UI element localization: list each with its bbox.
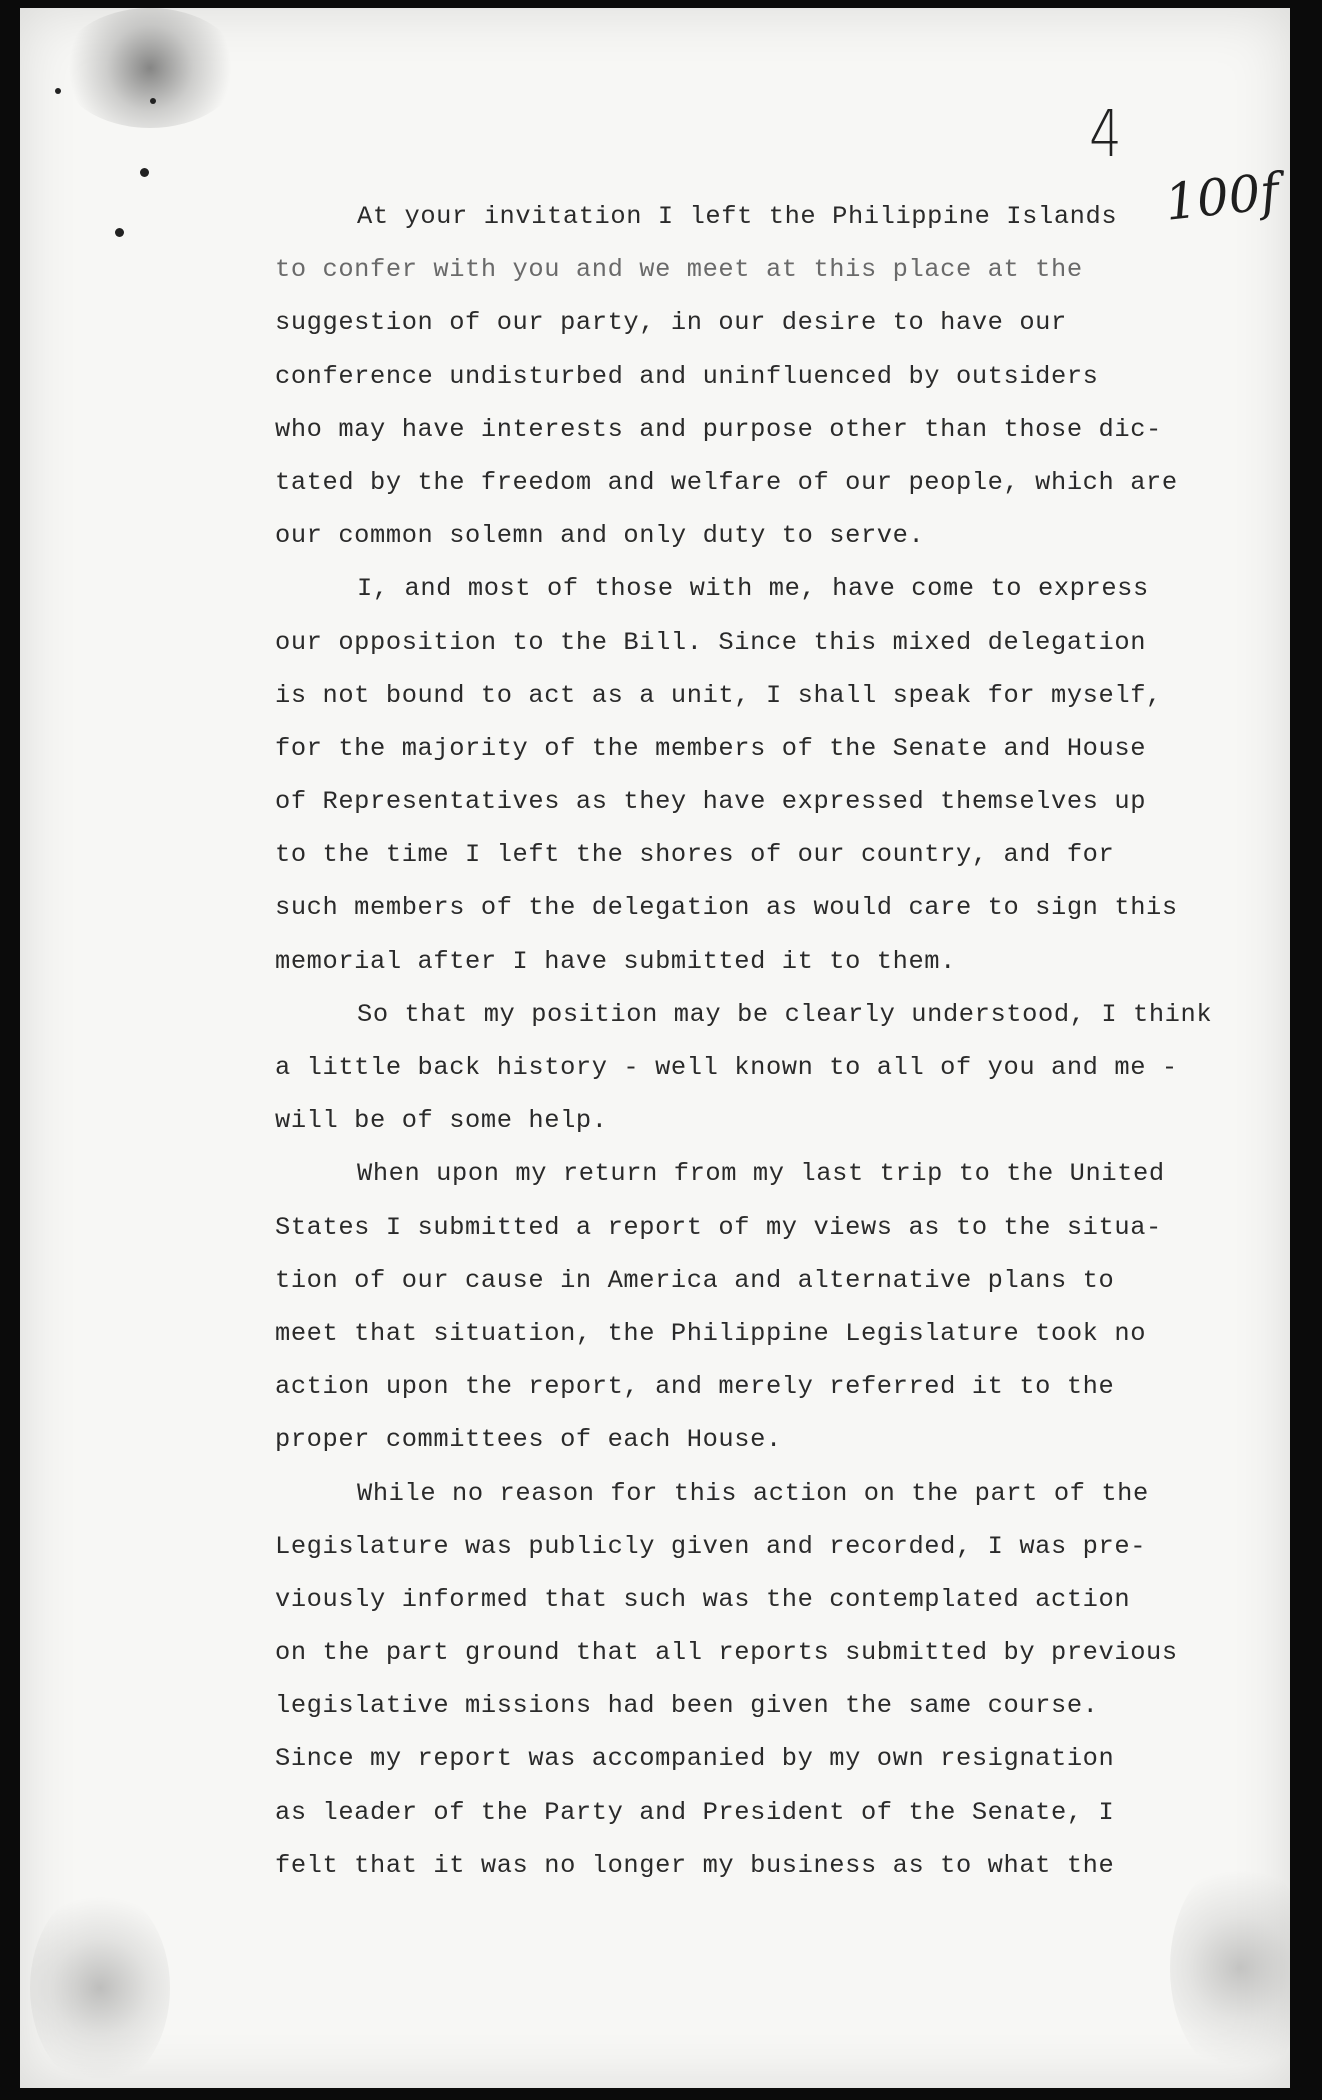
text-line: conference undisturbed and uninfluenced by outsiders — [275, 361, 1099, 391]
text-line: viously informed that such was the contemplated action — [275, 1584, 1131, 1614]
text-line: is not bound to act as a unit, I shall speak for myself, — [275, 680, 1162, 710]
text-line: a little back history - well known to all of you and me - — [275, 1053, 1178, 1082]
paragraph — [275, 190, 1205, 562]
text-line: Legislature was publicly given and recorded, I was pre- — [275, 1531, 1147, 1561]
text-line: Since my report was accompanied by my own resignation — [275, 1744, 1115, 1774]
ink-spot — [140, 168, 149, 177]
ink-spot — [115, 228, 124, 237]
text-line: At your invitation I left the Philippine Islands — [357, 202, 1118, 231]
text-line: our common solemn and only duty to serve. — [275, 521, 925, 551]
text-line: on the part ground that all reports submitted by previous — [275, 1638, 1178, 1668]
text-line: So that my position may be clearly understood, I think — [357, 999, 1213, 1029]
text-line: to confer with you and we meet at this place at the — [275, 255, 1083, 285]
paragraph — [275, 988, 1213, 1148]
text-line: who may have interests and purpose other than those dic- — [275, 414, 1162, 444]
text-line: memorial after I have submitted it to them. — [275, 946, 956, 976]
paragraph — [275, 1467, 1205, 1893]
text-line: tated by the freedom and welfare of our people, which are — [275, 467, 1178, 497]
ink-spot — [150, 98, 156, 104]
text-line: tion of our cause in America and alternative plans to — [275, 1265, 1115, 1295]
folio-mark: 100f — [1162, 162, 1282, 232]
text-line: legislative missions had been given the same course. — [275, 1691, 1099, 1721]
text-line: as leader of the Party and President of the Senate, I — [275, 1797, 1115, 1827]
ink-smudge — [30, 1888, 170, 2088]
text-line: for the majority of the members of the Senate and House — [275, 733, 1147, 763]
paragraph — [275, 1147, 1205, 1466]
ink-spot — [55, 88, 61, 94]
text-line: When upon my return from my last trip to the United — [357, 1159, 1165, 1189]
text-line: meet that situation, the Philippine Legislature took no — [275, 1318, 1147, 1348]
text-line: I, and most of those with me, have come to express — [357, 574, 1149, 604]
text-line: such members of the delegation as would care to sign this — [275, 893, 1178, 923]
text-line: action upon the report, and merely referred it to the — [275, 1372, 1115, 1402]
text-line: of Representatives as they have expressed themselves up — [275, 787, 1147, 817]
text-line: to the time I left the shores of our country, and for — [275, 840, 1115, 870]
ink-smudge — [60, 8, 240, 128]
paragraph — [275, 562, 1205, 988]
typewritten-page — [20, 8, 1290, 2088]
text-line: While no reason for this action on the part of the — [357, 1478, 1149, 1508]
text-line: felt that it was no longer my business as to what the — [275, 1850, 1115, 1880]
text-line: proper committees of each House. — [275, 1425, 782, 1455]
text-line: our opposition to the Bill. Since this mixed delegation — [275, 627, 1147, 657]
text-line: will be of some help. — [275, 1106, 608, 1136]
text-line: States I submitted a report of my views as to the situa- — [275, 1212, 1162, 1242]
page-number: 4 — [1089, 98, 1122, 172]
letter-body — [275, 190, 1213, 1892]
text-line: suggestion of our party, in our desire to have our — [275, 308, 1067, 338]
